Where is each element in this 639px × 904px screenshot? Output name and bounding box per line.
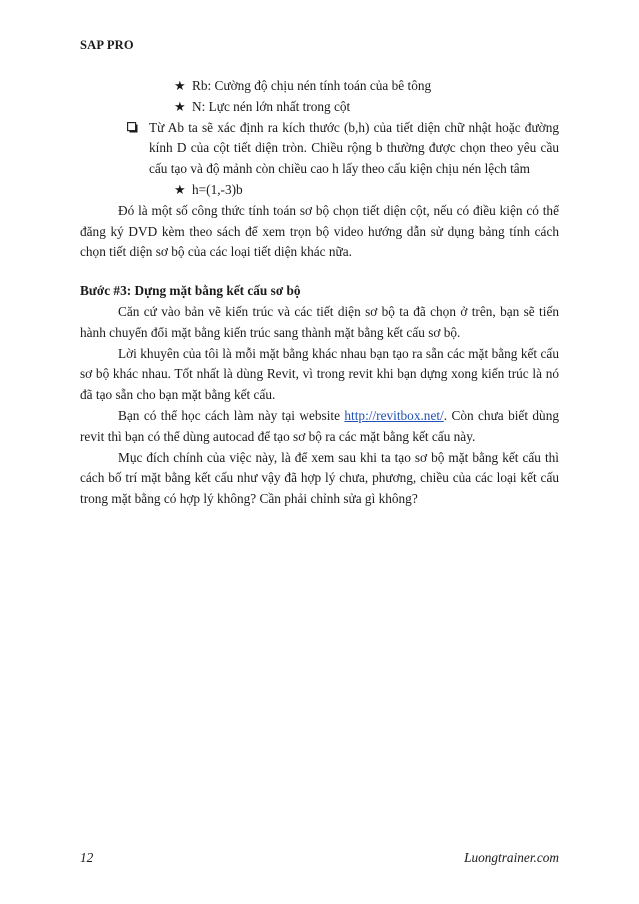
paragraph-5: Mục đích chính của việc này, là để xem sau khi ta tạo sơ bộ mặt bằng kết cấu thì cách bố trí mặt bằng kết cấu như vậy đã hợp lý chưa, phương, chiều của các loại kết cấu trong mặt bằng có hợp lý không? Cần phải chỉnh sửa gì không? [80, 449, 559, 507]
paragraph-4-after: . Còn chưa biết dùng revit thì bạn có thể dùng autocad để tạo sơ bộ ra các mặt bằng kết cấu này. [80, 407, 560, 444]
star-icon: ★ [174, 181, 186, 197]
star-icon: ★ [174, 98, 186, 114]
bullet-n-text: N: Lực nén lớn nhất trong cột [192, 98, 351, 114]
page-body [80, 76, 559, 510]
bullet-rb-text: Rb: Cường độ chịu nén tính toán của bê tông [192, 78, 432, 93]
running-header: SAP PRO [80, 38, 134, 52]
paragraph-2: Căn cứ vào bản vẽ kiến trúc và các tiết diện sơ bộ ta đã chọn ở trên, bạn sẽ tiến hành chuyển đổi mặt bằng kiến trúc sang thành mặt bằng kết cấu sơ bộ. [80, 303, 559, 340]
bullet-h [80, 180, 559, 201]
paragraph-3: Lời khuyên của tôi là mỗi mặt bằng khác nhau bạn tạo ra sẵn các mặt bằng kết cấu sơ bộ khác nhau. Tốt nhất là dùng Revit, vì trong revit khi bạn dựng xong kiến trúc là nó đã tạo sẵn cho bạn mặt bằng kết cấu. [80, 345, 559, 403]
section-heading: Bước #3: Dựng mặt bằng kết cấu sơ bộ [80, 283, 301, 299]
bullet-box-item [80, 118, 559, 180]
star-icon: ★ [174, 78, 186, 93]
bullet-rb [80, 76, 559, 97]
page-number: 12 [80, 850, 94, 865]
bullet-h-text: h=(1,-3)b [192, 181, 243, 197]
footer-site: Luongtrainer.com [464, 850, 559, 865]
bullet-box-text: Từ Ab ta sẽ xác định ra kích thước (b,h) của tiết diện chữ nhật hoặc đường kính D của cột tiết diện tròn. Chiều rộng b thường được chọn theo yêu cầu cấu tạo và độ mảnh còn chiều cao h lấy theo cấu kiện chịu nén lệch tâm [149, 119, 559, 177]
paragraph-4-before: Bạn có thể học cách làm này tại website [118, 407, 345, 423]
paragraph-1: Đó là một số công thức tính toán sơ bộ chọn tiết diện cột, nếu có điều kiện có thể đăng ký DVD kèm theo sách để xem trọn bộ video hướng dẫn sử dụng bảng tính cách chọn tiết diện sơ bộ của các loại tiết diện khác nữa. [80, 202, 559, 260]
checkbox-shadow-icon [127, 122, 138, 133]
revitbox-link[interactable]: http://revitbox.net/ [344, 407, 444, 423]
bullet-n [80, 97, 559, 118]
paragraph-4 [80, 406, 559, 448]
